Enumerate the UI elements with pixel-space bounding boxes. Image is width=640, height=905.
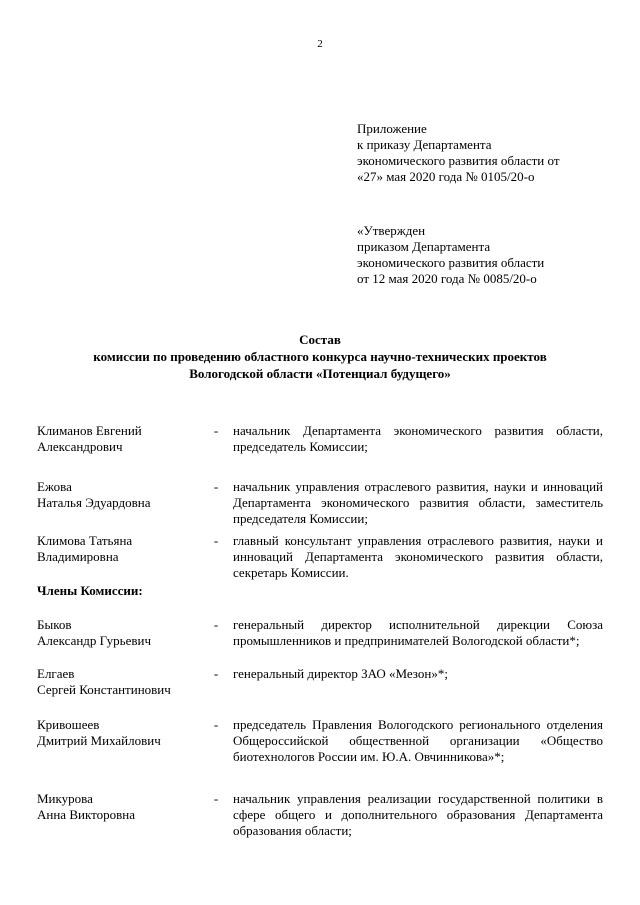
appendix-line: Приложение — [357, 121, 427, 136]
member-name — [37, 717, 207, 749]
title-line: Состав — [299, 332, 341, 347]
member-name — [37, 423, 207, 455]
dash-separator: - — [213, 423, 219, 438]
appendix-line: к приказу Департамента — [357, 137, 492, 152]
approved-line: экономического развития области — [357, 255, 545, 270]
member-surname: Климова Татьяна — [37, 533, 133, 548]
member-given-name: Наталья Эдуардовна — [37, 495, 151, 510]
member-role: председатель Правления Вологодского регионального отделения Общероссийской общественной организации «Общество биотехнологов России им. Ю.А. Овчинникова»*; — [233, 717, 603, 764]
member-surname: Кривошеев — [37, 717, 100, 732]
member-role: начальник управления отраслевого развития, науки и инноваций Департамента экономического развития области, заместитель председателя Комиссии; — [233, 479, 603, 526]
appendix-block — [357, 121, 627, 185]
member-given-name: Дмитрий Михайлович — [37, 733, 161, 748]
dash-separator: - — [213, 791, 219, 806]
member-name — [37, 533, 207, 565]
page-number: 2 — [317, 38, 323, 50]
approved-line: приказом Департамента — [357, 239, 491, 254]
dash-separator: - — [213, 666, 219, 681]
member-surname: Микурова — [37, 791, 93, 806]
member-given-name: Александр Гурьевич — [37, 633, 152, 648]
member-role: главный консультант управления отраслевого развития, науки и инноваций Департамента экономического развития области, секретарь Комиссии. — [233, 533, 603, 580]
member-role: генеральный директор ЗАО «Мезон»*; — [233, 666, 448, 681]
members-heading: Члены Комиссии: — [37, 583, 143, 598]
member-given-name: Анна Викторовна — [37, 807, 135, 822]
member-surname: Елгаев — [37, 666, 75, 681]
dash-separator: - — [213, 717, 219, 732]
title-line: Вологодской области «Потенциал будущего» — [189, 366, 451, 381]
approved-line: от 12 мая 2020 года № 0085/20-о — [357, 271, 537, 286]
member-name — [37, 791, 207, 823]
appendix-line: экономического развития области от — [357, 153, 560, 168]
approved-block — [357, 223, 627, 287]
member-given-name: Сергей Константинович — [37, 682, 171, 697]
member-name — [37, 617, 207, 649]
member-name — [37, 479, 207, 511]
title-line: комиссии по проведению областного конкурса научно-технических проектов — [93, 349, 547, 364]
member-role: начальник управления реализации государственной политики в сфере общего и дополнительного образования Департамента образования области; — [233, 791, 603, 838]
approved-line: «Утвержден — [357, 223, 426, 238]
member-surname: Климанов Евгений — [37, 423, 142, 438]
dash-separator: - — [213, 617, 219, 632]
member-role: генеральный директор исполнительной дирекции Союза промышленников и предпринимателей Вологодской области*; — [233, 617, 603, 648]
member-surname: Быков — [37, 617, 72, 632]
dash-separator: - — [213, 479, 219, 494]
document-title — [0, 331, 640, 382]
member-name — [37, 666, 207, 698]
member-given-name: Владимировна — [37, 549, 119, 564]
appendix-line: «27» мая 2020 года № 0105/20-о — [357, 169, 535, 184]
member-surname: Ежова — [37, 479, 72, 494]
member-role: начальник Департамента экономического развития области, председатель Комиссии; — [233, 423, 603, 454]
member-given-name: Александрович — [37, 439, 123, 454]
dash-separator: - — [213, 533, 219, 548]
